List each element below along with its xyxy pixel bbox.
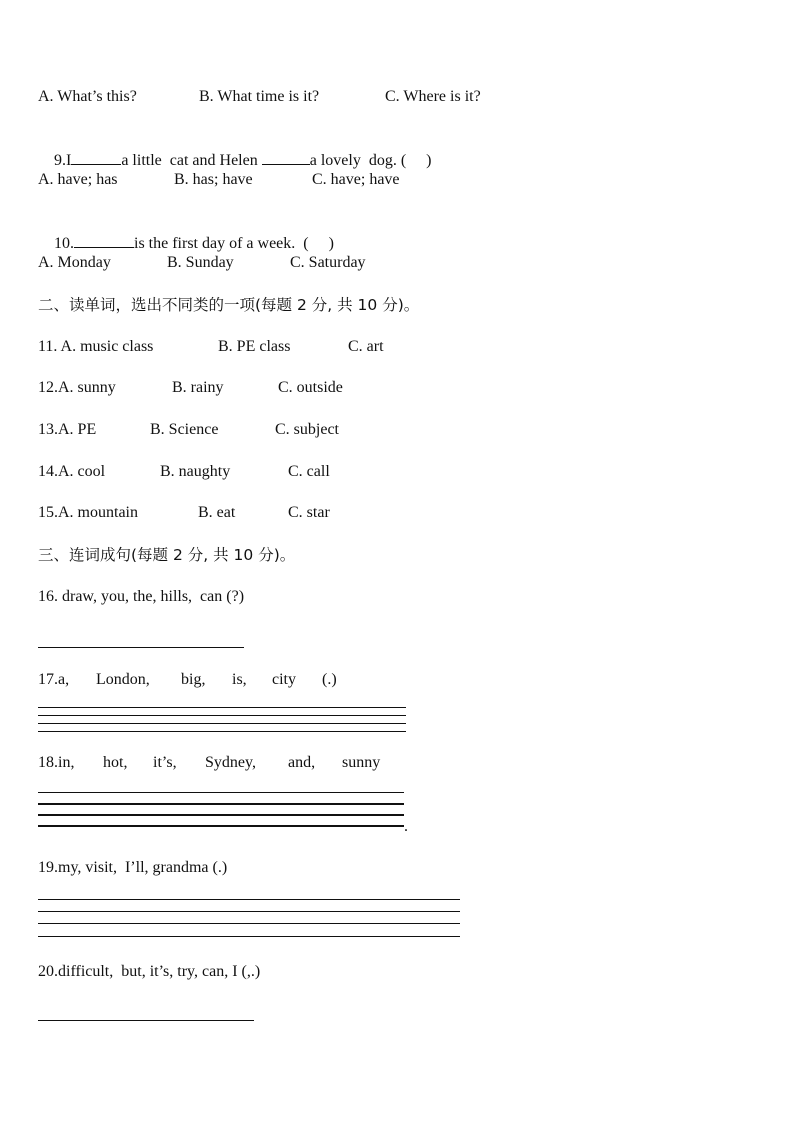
q19-text: 19.my, visit, I’ll, grandma (.) (38, 859, 228, 876)
q18-end-period: . (404, 818, 408, 835)
q18-answer-line-3[interactable] (38, 814, 404, 816)
q12-option-b: B. rainy (172, 379, 224, 396)
q15-option-c: C. star (288, 504, 330, 521)
q19-answer-line-2[interactable] (38, 911, 460, 912)
q18-answer-line-4[interactable] (38, 825, 404, 827)
q18-answer-line-1[interactable] (38, 792, 404, 793)
q13-option-c: C. subject (275, 421, 339, 438)
q12-option-a: 12.A. sunny (38, 379, 116, 396)
q18-word-6: sunny (342, 754, 381, 771)
q10-blank[interactable] (74, 233, 134, 248)
q17-answer-line-4[interactable] (38, 731, 406, 732)
q10-number: 10. (54, 235, 74, 252)
q18-word-1: 18.in, (38, 754, 75, 771)
q15-option-a: 15.A. mountain (38, 504, 138, 521)
q18-answer-line-2[interactable] (38, 803, 404, 805)
q10-option-b: B. Sunday (167, 254, 234, 271)
q9-number: 9.I (54, 152, 72, 169)
q17-answer-line-2[interactable] (38, 715, 406, 716)
q18-word-2: hot, (103, 754, 128, 771)
q9-blank-2[interactable] (262, 150, 310, 165)
q17-word-1: 17.a, (38, 671, 70, 688)
q17-answer-line-1[interactable] (38, 707, 406, 708)
q14-option-b: B. naughty (160, 463, 231, 480)
q8-option-c: C. Where is it? (385, 88, 481, 105)
q17-answer-line-3[interactable] (38, 723, 406, 724)
q18-word-3: it’s, (153, 754, 177, 771)
q9-end-text: a lovely dog. ( ) (309, 152, 432, 169)
q19-answer-line-4[interactable] (38, 936, 460, 937)
q11-option-c: C. art (348, 338, 384, 355)
q12-option-c: C. outside (278, 379, 343, 396)
q18-word-5: and, (288, 754, 316, 771)
q13-option-a: 13.A. PE (38, 421, 97, 438)
q8-option-a: A. What’s this? (38, 88, 137, 105)
q9-mid-text: a little cat and Helen (121, 152, 258, 169)
section2-title: 二、读单词，选出不同类的一项(每题 2 分, 共 10 分)。 (38, 296, 420, 314)
q8-option-b: B. What time is it? (199, 88, 320, 105)
q16-text: 16. draw, you, the, hills, can (?) (38, 588, 245, 605)
q10-option-a: A. Monday (38, 254, 111, 271)
q10-option-c: C. Saturday (290, 254, 366, 271)
q9-blank-1[interactable] (71, 150, 121, 165)
q9-option-c: C. have; have (312, 171, 400, 188)
q20-text: 20.difficult, but, it’s, try, can, I (,.) (38, 963, 261, 980)
q10-end-text: is the first day of a week. ( ) (134, 235, 334, 252)
q14-option-a: 14.A. cool (38, 463, 106, 480)
q17-word-3: big, (181, 671, 206, 688)
q17-word-5: city (272, 671, 296, 688)
q11-option-a: 11. A. music class (38, 338, 154, 355)
q19-answer-line-1[interactable] (38, 899, 460, 900)
q11-option-b: B. PE class (218, 338, 291, 355)
q14-option-c: C. call (288, 463, 330, 480)
q17-word-6: (.) (322, 671, 337, 688)
q17-word-4: is, (232, 671, 247, 688)
q17-word-2: London, (96, 671, 150, 688)
q9-option-b: B. has; have (174, 171, 253, 188)
q19-answer-line-3[interactable] (38, 923, 460, 924)
section3-title: 三、连词成句(每题 2 分, 共 10 分)。 (38, 546, 296, 564)
q20-answer-line[interactable] (38, 1020, 254, 1021)
q9-option-a: A. have; has (38, 171, 118, 188)
q13-option-b: B. Science (150, 421, 219, 438)
q15-option-b: B. eat (198, 504, 236, 521)
q18-word-4: Sydney, (205, 754, 256, 771)
q16-answer-line[interactable] (38, 647, 244, 648)
